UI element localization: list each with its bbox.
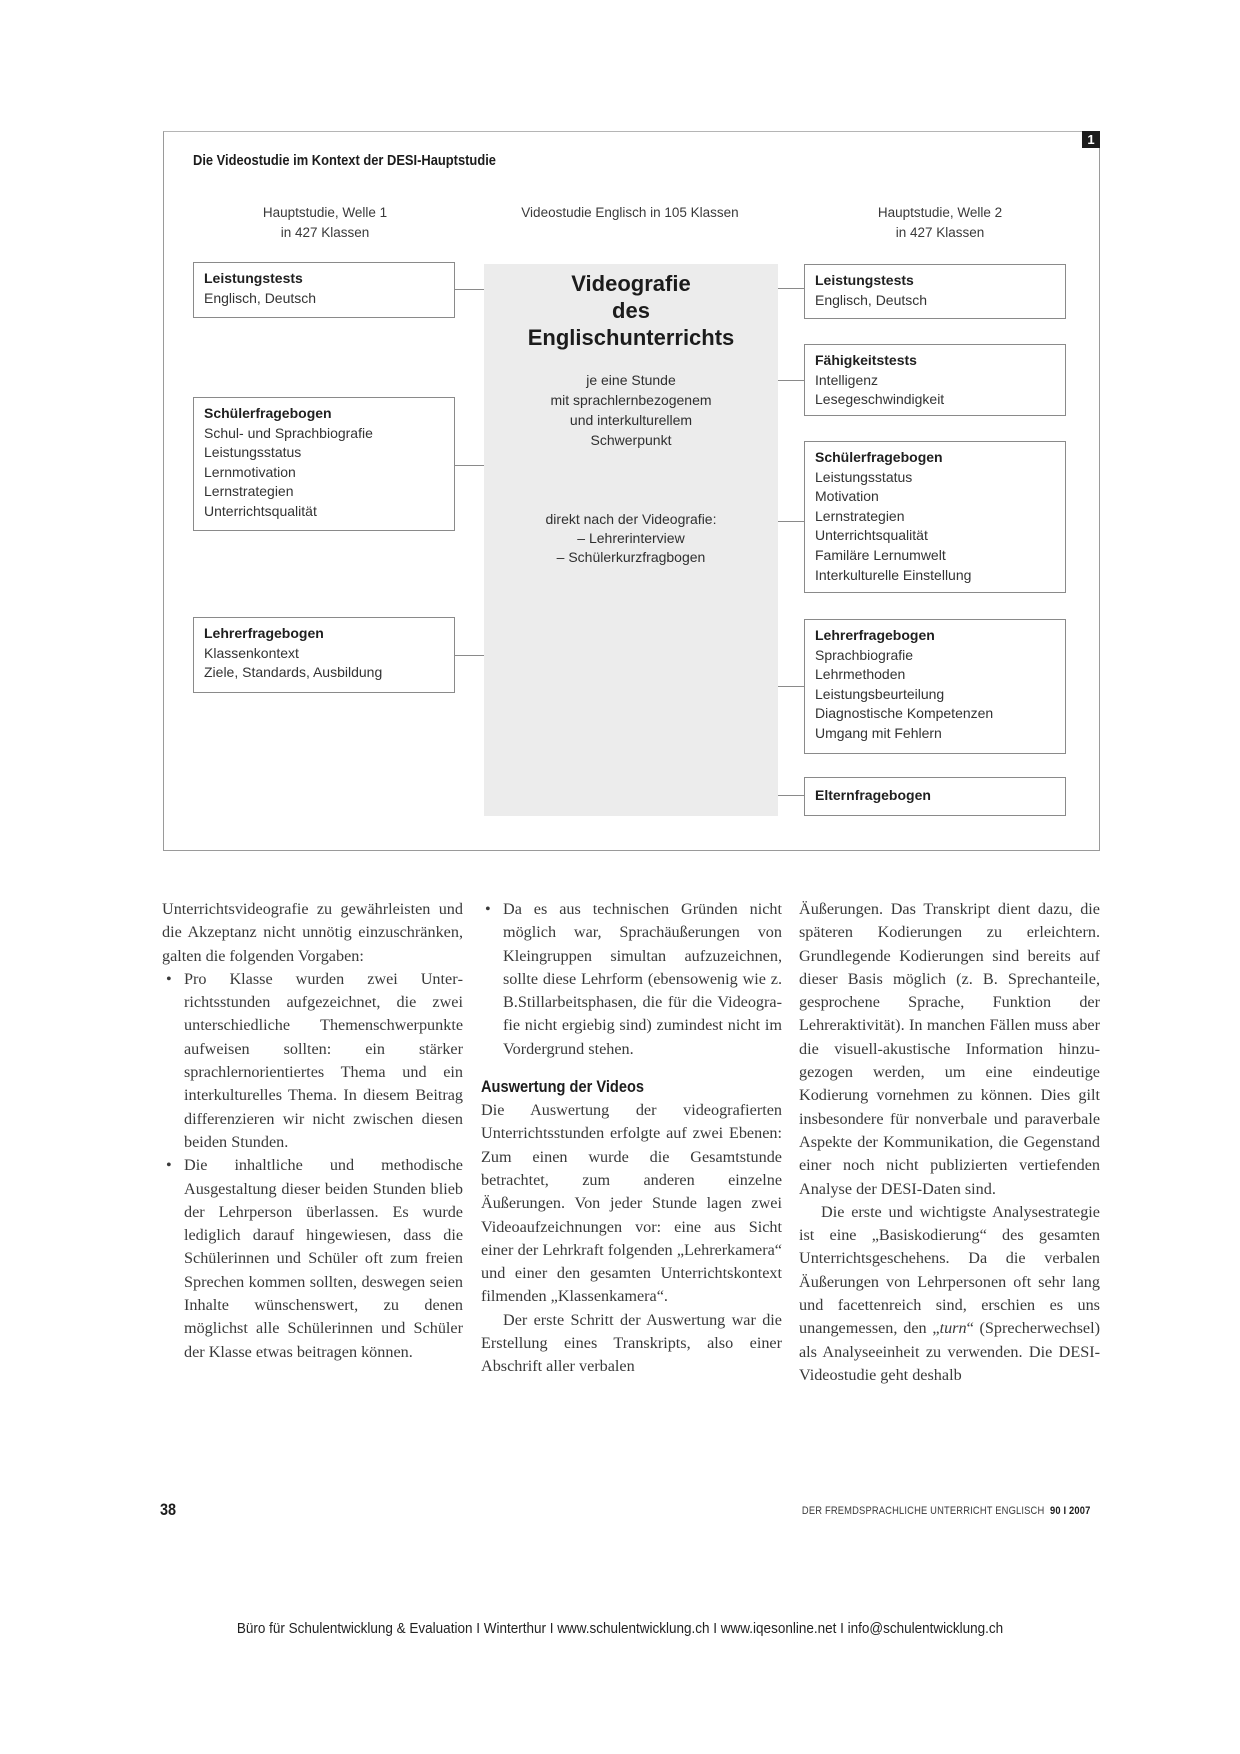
column-header-line: in 427 Klassen bbox=[280, 225, 370, 240]
center-title-line: des bbox=[612, 298, 650, 323]
connector-line bbox=[455, 465, 484, 466]
connector-line bbox=[455, 289, 484, 290]
box-item: Leistungsbeurteilung bbox=[815, 685, 945, 702]
box-title: Leistungstests bbox=[815, 272, 914, 288]
center-subtitle-line: Schwerpunkt bbox=[590, 432, 672, 448]
bullet-list bbox=[481, 898, 782, 1061]
center-subtitle-line: je eine Stunde bbox=[586, 372, 676, 388]
paragraph bbox=[799, 1201, 1100, 1387]
right-box-faehigkeitstests bbox=[804, 344, 1066, 416]
figure-number-badge: 1 bbox=[1082, 131, 1100, 148]
box-item: Lesegeschwindigkeit bbox=[815, 391, 945, 408]
box-item: Lernstrategien bbox=[815, 507, 905, 524]
column-header-line: Videostudie Englisch in 105 Klassen bbox=[521, 205, 739, 220]
connector-line bbox=[778, 288, 805, 289]
right-box-leistungstests bbox=[804, 264, 1066, 319]
paragraph: Der erste Schritt der Auswertung war die Erstellung eines Transkripts, also einer Abschrift aller verbalen bbox=[481, 1310, 782, 1376]
box-title: Lehrerfragebogen bbox=[204, 625, 324, 641]
box-item: Familäre Lernumwelt bbox=[815, 546, 946, 563]
center-followup-line: – Schülerkurzfragbogen bbox=[556, 549, 706, 565]
section-heading: Auswertung der Videos bbox=[481, 1077, 645, 1097]
bullet-item: • Die inhaltliche und methodische Ausgestaltung dieser beiden Stunden blieb der Lehrperson überlassen. Es wurde lediglich darauf hingewiesen, dass die Schülerinnen und Schüler oft zum freien Sprechen kommen sollten, deswegen seien Inhalte wünschenswert, zu denen möglichst alle Schülerinnen und Schüler der Klasse etwas beitragen können. bbox=[162, 1154, 463, 1364]
bullet-item: • Da es aus technischen Gründen nicht möglich war, Sprachäußerungen von Kleingruppen simultan aufzuzeichnen, sollte diese Lehrform (ebensowenig wie z. B.Stillarbeitsphasen, die für die Videografie nicht ergiebig sind) zumindest nicht im Vordergrund stehen. bbox=[481, 898, 782, 1061]
box-item: Englisch, Deutsch bbox=[815, 291, 928, 308]
box-item: Ziele, Standards, Ausbildung bbox=[204, 664, 383, 681]
connector-line bbox=[778, 521, 805, 522]
box-title: Schülerfragebogen bbox=[815, 449, 943, 465]
center-title-line: Videografie bbox=[571, 271, 691, 296]
box-item: Sprachbiografie bbox=[815, 646, 914, 663]
journal-name: DER FREMDSPRACHLICHE UNTERRICHT ENGLISCH bbox=[801, 1505, 1044, 1517]
column-header-line: in 427 Klassen bbox=[895, 225, 985, 240]
center-subtitle-line: mit sprachlernbezogenem bbox=[550, 392, 712, 408]
box-title: Elternfragebogen bbox=[815, 787, 931, 803]
box-item: Schul- und Sprachbiografie bbox=[204, 424, 373, 441]
paragraph: Unterrichtsvideografie zu gewährleisten und die Akzeptanz nicht unnötig einzuschränken, galten die folgenden Vorgaben: bbox=[162, 900, 463, 965]
footer-credit: Büro für Schulentwicklung & Evaluation I Winterthur I www.schulentwicklung.ch I www.iqesonline.net I info@schulentwicklung.ch bbox=[236, 1620, 1004, 1637]
connector-line bbox=[778, 686, 805, 687]
bullet-list bbox=[162, 968, 463, 1364]
column-header-line: Hauptstudie, Welle 1 bbox=[262, 205, 388, 220]
paragraph: Äußerungen. Das Transkript dient dazu, die späteren Kodierungen zu erleichtern. Grundlegende Kodierungen sind bereits auf dieser Basis möglich (z. B. Sprechanteile, gesprochene Sprache, Funktion der Lehreraktivität). In manchen Fällen muss aber die visuell-akustische Information hinzugezogen werden, um eine eindeutige Kodierung vornehmen zu können. Dies gilt insbesondere für nonverbale und paraverbale Aspekte der Kommunikation, die Gegenstand einer noch nicht publizierten vertiefenden Analyse der DESI-Daten sind. bbox=[799, 900, 1100, 1198]
center-title-line: Englischunterrichts bbox=[527, 325, 735, 350]
center-panel-followup bbox=[484, 510, 778, 567]
box-item: Unterrichtsqualität bbox=[815, 527, 928, 544]
text-run: Die erste und wichtigste Analysestrategie ist eine „Basiskodierung“ des gesamten Unterrichtsgeschehens. Da die verbalen Äußerungen von Lehrpersonen oft sehr lang und facettenreich sind, erschien es uns unangemessen, den „ bbox=[799, 1202, 1100, 1338]
box-item: Leistungsstatus bbox=[204, 444, 302, 461]
box-title: Lehrerfragebogen bbox=[815, 627, 935, 643]
column-header-wave-1 bbox=[225, 203, 425, 243]
center-followup-line: direkt nach der Videografie: bbox=[545, 511, 717, 527]
right-box-schuelerfragebogen bbox=[804, 441, 1066, 593]
box-title: Fähigkeitstests bbox=[815, 352, 917, 368]
paragraph: Die Auswertung der videografierten Unterrichtsstunden erfolgte auf zwei Ebenen: Zum einen wurde die Gesamtstunde betrachtet, zum anderen einzelne Äußerungen. Von jeder Stunde lagen zwei Videoaufzeichnungen vor: eine aus Sicht einer der Lehrkraft folgenden „Lehrerkamera“ und einer den gesamten Unterrichtskontext filmenden „Klassenkamera“. bbox=[481, 1101, 782, 1306]
box-item: Lernmotivation bbox=[204, 463, 296, 480]
center-panel-subtitle bbox=[484, 370, 778, 450]
left-box-schuelerfragebogen bbox=[193, 397, 455, 531]
box-item: Motivation bbox=[815, 488, 879, 505]
box-title: Schülerfragebogen bbox=[204, 405, 332, 421]
text-column-1 bbox=[162, 898, 463, 1364]
page-number: 38 bbox=[160, 1500, 177, 1519]
journal-issue: 90 I 2007 bbox=[1049, 1505, 1090, 1517]
box-item: Unterrichtsqualität bbox=[204, 502, 317, 519]
right-box-lehrerfragebogen bbox=[804, 619, 1066, 754]
box-item: Lernstrategien bbox=[204, 483, 294, 500]
connector-line bbox=[455, 655, 484, 656]
box-item: Englisch, Deutsch bbox=[204, 289, 317, 306]
box-item: Lehrmethoden bbox=[815, 666, 906, 683]
center-panel-title bbox=[484, 270, 778, 351]
box-item: Diagnostische Kompetenzen bbox=[815, 705, 994, 722]
text-column-2 bbox=[481, 898, 782, 1379]
box-item: Leistungsstatus bbox=[815, 468, 913, 485]
box-item: Intelligenz bbox=[815, 371, 879, 388]
box-item: Umgang mit Fehlern bbox=[815, 724, 942, 741]
box-item: Klassenkontext bbox=[204, 644, 299, 661]
center-subtitle-line: und interkulturellem bbox=[569, 412, 693, 428]
text-run: “ (Sprecherwechsel) als Analyseeinheit zu verwenden. Die DESI-Videostudie geht deshalb bbox=[799, 1319, 1100, 1384]
figure-title: Die Videostudie im Kontext der DESI-Hauptstudie bbox=[193, 152, 496, 169]
text-column-3 bbox=[799, 898, 1100, 1387]
box-item: Interkulturelle Einstellung bbox=[815, 566, 972, 583]
left-box-lehrerfragebogen bbox=[193, 617, 455, 693]
italic-term: turn bbox=[939, 1319, 967, 1338]
column-header-wave-2 bbox=[835, 203, 1045, 243]
connector-line bbox=[778, 795, 805, 796]
bullet-item: • Pro Klasse wurden zwei Unterrichtsstunden aufgezeichnet, die zwei unterschiedliche Themenschwerpunkte aufweisen sollten: ein stärker sprachlernorientiertes Thema und ein interkulturelles Thema. In diesem Beitrag differenzieren wir nicht zwischen diesen beiden Stunden. bbox=[162, 968, 463, 1154]
column-header-line: Hauptstudie, Welle 2 bbox=[877, 205, 1003, 220]
left-box-leistungstests bbox=[193, 262, 455, 318]
center-followup-line: – Lehrerinterview bbox=[577, 530, 685, 546]
right-box-elternfragebogen bbox=[804, 777, 1066, 816]
journal-reference bbox=[801, 1505, 1090, 1517]
box-title: Leistungstests bbox=[204, 270, 303, 286]
column-header-videostudy bbox=[480, 203, 780, 223]
connector-line bbox=[778, 380, 805, 381]
